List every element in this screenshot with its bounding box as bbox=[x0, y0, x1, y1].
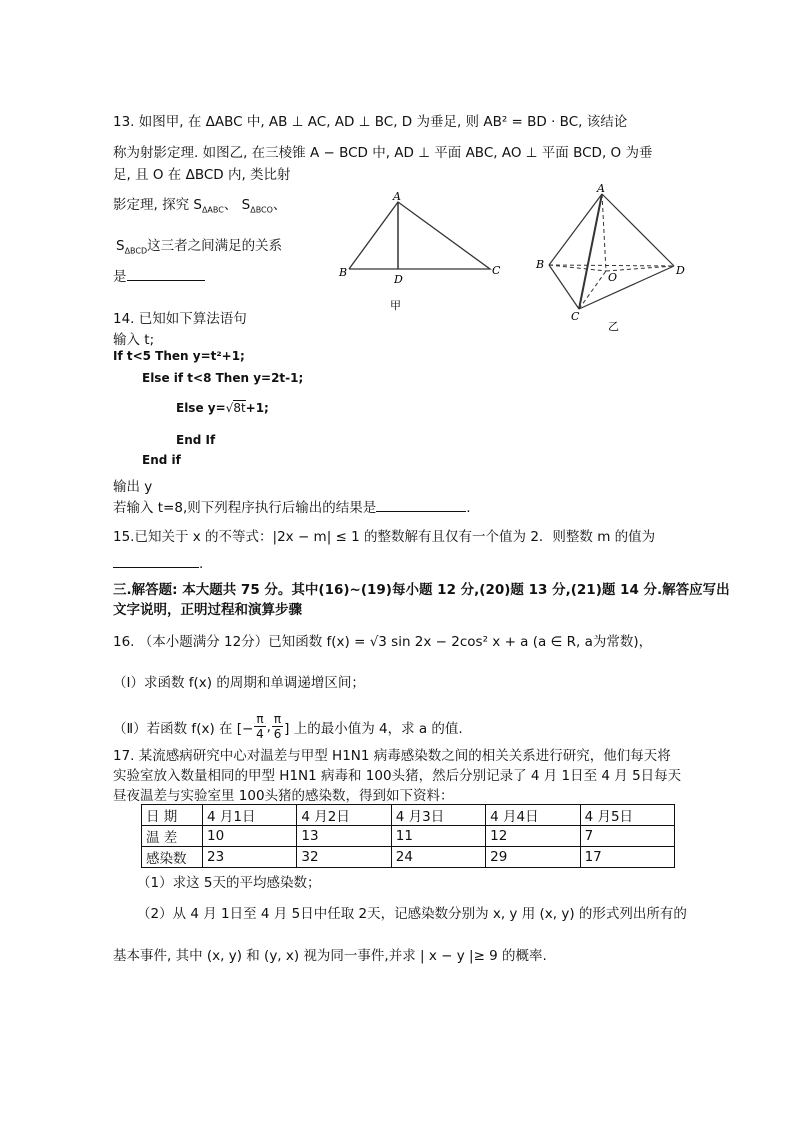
q17-line2: 实验室放入数量相同的甲型 H1N1 病毒和 100头猪，然后分别记录了 4 月 1日至 4 月 5日每天 bbox=[113, 768, 682, 784]
table-header-cell: 4 月1日 bbox=[203, 805, 297, 826]
label-b2: B bbox=[536, 258, 545, 271]
label-d2: D bbox=[676, 264, 685, 277]
q15-text: 15.已知关于 x 的不等式：|2x − m| ≤ 1 的整数解有且仅有一个值为 2．则整数 m 的值为 bbox=[113, 529, 656, 545]
fraction-pi-4: $\frac{\pi}{4}$ bbox=[256, 712, 264, 741]
q13-line1: 13. 如图甲, 在 ΔABC 中, AB ⊥ AC, AD ⊥ BC, D 为垂足, 则 AB² = BD · BC, 该结论 bbox=[113, 114, 628, 130]
data-table bbox=[141, 804, 675, 868]
q17-p1: （1）求这 5天的平均感染数； bbox=[137, 875, 321, 891]
answer-blank-15[interactable] bbox=[113, 553, 199, 568]
q15-blank-line: . bbox=[113, 553, 203, 572]
table-header-cell: 日 期 bbox=[142, 805, 203, 826]
table-row bbox=[142, 847, 675, 868]
table-cell: 13 bbox=[297, 826, 391, 847]
figure-yi bbox=[528, 182, 693, 332]
section3-line2: 文字说明，正明过程和演算步骤 bbox=[113, 602, 302, 618]
label-d: D bbox=[394, 273, 403, 286]
q17-line1: 17. 某流感病研究中心对温差与甲型 H1N1 病毒感染数之间的相关关系进行研究，他们每天将 bbox=[113, 748, 671, 764]
q14-l3: Else if t<8 Then y=2t-1; bbox=[142, 371, 304, 385]
table-cell: 11 bbox=[391, 826, 485, 847]
edge-bc bbox=[549, 265, 579, 309]
caption-jia: 甲 bbox=[390, 299, 401, 312]
edge-bd bbox=[549, 265, 674, 266]
table-cell: 12 bbox=[486, 826, 580, 847]
table-cell: 24 bbox=[391, 847, 485, 868]
q14-l7: 输出 y bbox=[113, 479, 153, 495]
q16-part2: （Ⅱ）若函数 f(x) 在 [− $\frac{\pi}{4}$ , π 6 ] 上的最小值为 4，求 a 的值. bbox=[113, 712, 463, 741]
q16-main: 16. （本小题满分 12分）已知函数 f(x) = √3 sin 2x − 2cos² x + a (a ∈ R, a为常数)， bbox=[113, 634, 653, 650]
q13-line4: 影定理, 探究 $S_{\Delta ABC}$、 $S_{\Delta BCO}$、 bbox=[113, 197, 287, 215]
q14-title: 14. 已知如下算法语句 bbox=[113, 311, 247, 327]
q17-p2: （2）从 4 月 1日至 4 月 5日中任取 2天，记感染数分别为 x, y 用 (x, y) 的形式列出所有的 bbox=[137, 906, 687, 922]
table-cell: 感染数 bbox=[142, 847, 203, 868]
table-cell: 温 差 bbox=[142, 826, 203, 847]
label-o: O bbox=[608, 271, 618, 284]
table-cell: 23 bbox=[203, 847, 297, 868]
q17-line3: 昼夜温差与实验室里 100头猪的感染数，得到如下资料： bbox=[113, 788, 454, 804]
answer-blank-14[interactable] bbox=[376, 497, 466, 512]
q14-l2: If t<5 Then y=t²+1; bbox=[113, 349, 245, 363]
table-header-cell: 4 月4日 bbox=[486, 805, 580, 826]
label-b: B bbox=[339, 266, 348, 279]
triangle-abc bbox=[349, 202, 490, 269]
q13-line3: 足, 且 O 在 ΔBCD 内, 类比射 bbox=[113, 167, 291, 183]
q14-l1: 输入 t; bbox=[113, 332, 155, 348]
table-row bbox=[142, 826, 675, 847]
edge-ac bbox=[579, 194, 602, 309]
table-cell: 17 bbox=[580, 847, 674, 868]
table-header-cell: 4 月2日 bbox=[297, 805, 391, 826]
table-header-cell: 4 月5日 bbox=[580, 805, 674, 826]
q17-p3: 基本事件, 其中 (x, y) 和 (y, x) 视为同一事件,并求 | x − y |≥ 9 的概率. bbox=[113, 948, 547, 964]
table-cell: 7 bbox=[580, 826, 674, 847]
table-cell: 32 bbox=[297, 847, 391, 868]
table-cell: 10 bbox=[203, 826, 297, 847]
fraction-pi-6: π 6 bbox=[273, 712, 282, 741]
edge-ao bbox=[602, 194, 606, 271]
edge-bo bbox=[549, 265, 606, 271]
table-header-row bbox=[142, 805, 675, 826]
caption-yi: 乙 bbox=[608, 320, 619, 332]
figure-jia bbox=[335, 190, 510, 320]
table-cell: 29 bbox=[486, 847, 580, 868]
section3-line1: 三.解答题: 本大题共 75 分。其中(16)~(19)每小题 12 分,(20)题 13 分,(21)题 14 分.解答应写出 bbox=[113, 582, 730, 598]
q13-line2: 称为射影定理. 如图乙, 在三棱锥 A − BCD 中, AD ⊥ 平面 ABC, AO ⊥ 平面 BCD, O 为垂 bbox=[113, 145, 653, 161]
label-a2: A bbox=[597, 182, 605, 195]
edge-cd bbox=[579, 266, 674, 309]
table-header-cell: 4 月3日 bbox=[391, 805, 485, 826]
q13-line5: $S_{\Delta BCD}$这三者之间满足的关系 bbox=[116, 238, 283, 256]
label-a: A bbox=[393, 190, 401, 203]
q16-part1: （Ⅰ）求函数 f(x) 的周期和单调递增区间； bbox=[113, 675, 365, 691]
label-c2: C bbox=[571, 310, 580, 323]
q14-l6: End if bbox=[142, 453, 181, 467]
q14-l4: Else y=√8t+1; bbox=[176, 401, 269, 415]
q13-line6: 是 bbox=[113, 265, 205, 285]
answer-blank-13[interactable] bbox=[127, 266, 205, 281]
edge-ad bbox=[602, 194, 674, 266]
q14-l5: End If bbox=[176, 433, 216, 447]
q14-l8: 若输入 t=8,则下列程序执行后输出的结果是 . bbox=[113, 496, 471, 516]
label-c: C bbox=[492, 264, 501, 277]
